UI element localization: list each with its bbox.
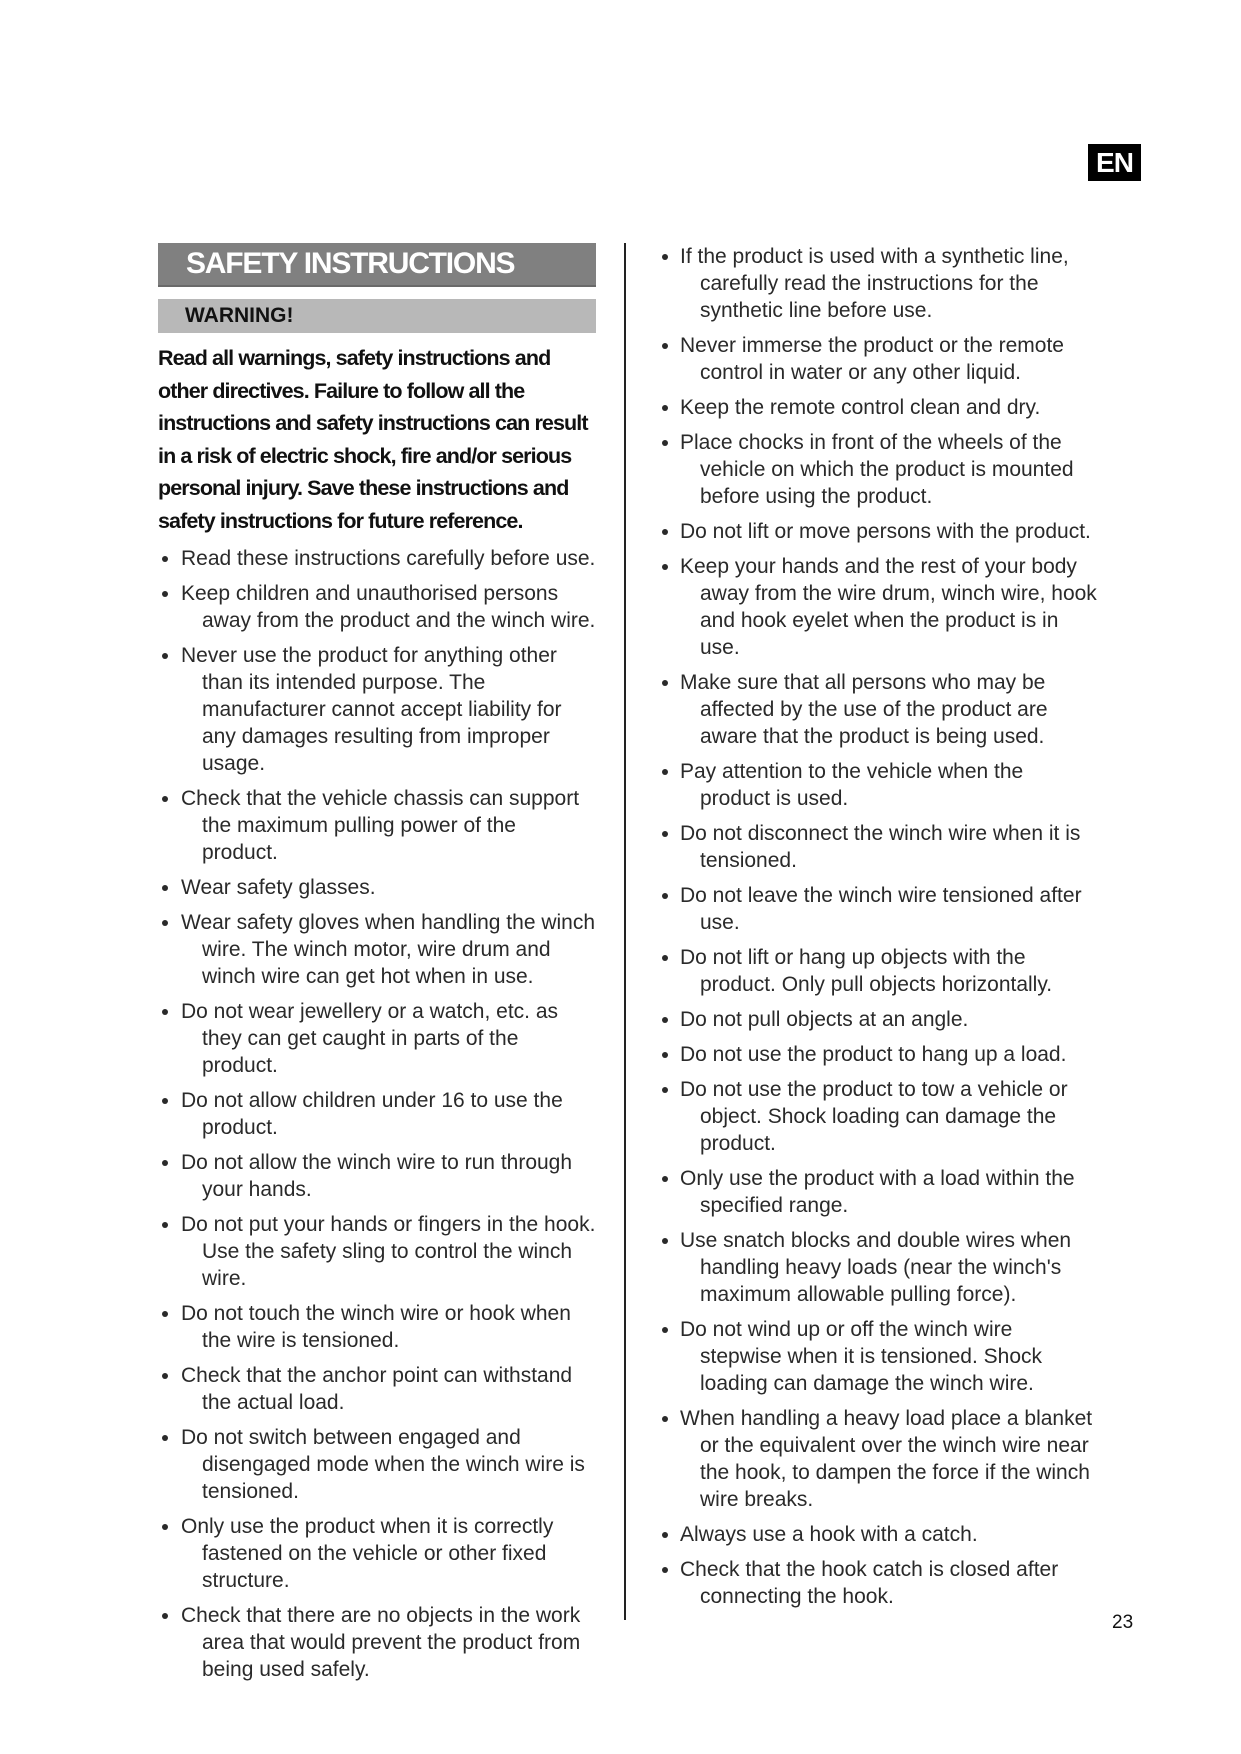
bullet-text: Wear safety gloves when handling the winch wire. The winch motor, wire drum and winch wire can get hot when in use. xyxy=(181,911,596,988)
bullet-item xyxy=(158,580,596,634)
bullet-text: Use snatch blocks and double wires when handling heavy loads (near the winch's maximum allowable pulling force). xyxy=(680,1229,1072,1306)
bullet-dot-icon xyxy=(162,885,168,891)
bullet-dot-icon xyxy=(662,1532,668,1538)
bullet-item xyxy=(658,1076,1098,1157)
bullet-dot-icon xyxy=(162,591,168,597)
bullet-text: Do not switch between engaged and disengaged mode when the winch wire is tensioned. xyxy=(181,1426,585,1503)
bullet-text: Do not use the product to tow a vehicle or object. Shock loading can damage the product. xyxy=(680,1078,1068,1155)
bullet-text: Do not wind up or off the winch wire stepwise when it is tensioned. Shock loading can damage the winch wire. xyxy=(680,1318,1043,1395)
bullet-text: Only use the product with a load within the specified range. xyxy=(680,1167,1075,1217)
section-title: SAFETY INSTRUCTIONS xyxy=(158,243,596,287)
bullet-dot-icon xyxy=(662,564,668,570)
bullet-item xyxy=(158,545,596,572)
bullet-dot-icon xyxy=(662,529,668,535)
bullet-text: Do not touch the winch wire or hook when the wire is tensioned. xyxy=(181,1302,571,1352)
bullet-dot-icon xyxy=(162,1098,168,1104)
bullet-text: Keep children and unauthorised persons away from the product and the winch wire. xyxy=(181,582,596,632)
bullet-item xyxy=(158,1362,596,1416)
bullet-item xyxy=(658,1041,1098,1068)
bullet-dot-icon xyxy=(662,1052,668,1058)
bullet-dot-icon xyxy=(162,1435,168,1441)
bullet-dot-icon xyxy=(662,1567,668,1573)
bullet-item xyxy=(658,243,1098,324)
bullet-dot-icon xyxy=(662,893,668,899)
bullet-dot-icon xyxy=(662,1416,668,1422)
bullet-dot-icon xyxy=(662,405,668,411)
bullet-dot-icon xyxy=(662,1176,668,1182)
bullet-text: Do not allow the winch wire to run through your hands. xyxy=(181,1151,573,1201)
bullet-dot-icon xyxy=(162,920,168,926)
bullet-item xyxy=(658,1521,1098,1548)
bullet-text: Do not leave the winch wire tensioned after use. xyxy=(680,884,1082,934)
bullet-text: Read these instructions carefully before use. xyxy=(181,547,596,570)
bullet-dot-icon xyxy=(662,254,668,260)
bullet-item xyxy=(658,429,1098,510)
bullet-text: Make sure that all persons who may be affected by the use of the product are aware that the product is being used. xyxy=(680,671,1048,748)
bullet-text: Do not disconnect the winch wire when it is tensioned. xyxy=(680,822,1081,872)
bullet-dot-icon xyxy=(162,1009,168,1015)
bullet-dot-icon xyxy=(162,1311,168,1317)
bullet-item xyxy=(658,820,1098,874)
language-badge: EN xyxy=(1088,144,1141,181)
bullet-text: Do not use the product to hang up a load. xyxy=(680,1043,1067,1066)
bullet-item xyxy=(658,394,1098,421)
bullet-text: If the product is used with a synthetic line, carefully read the instructions for the synthetic line before use. xyxy=(680,245,1069,322)
bullet-text: Never immerse the product or the remote control in water or any other liquid. xyxy=(680,334,1064,384)
bullet-dot-icon xyxy=(662,1238,668,1244)
bullet-item xyxy=(158,874,596,901)
bullet-dot-icon xyxy=(662,680,668,686)
bullet-item xyxy=(158,785,596,866)
bullet-text: Do not wear jewellery or a watch, etc. as they can get caught in parts of the product. xyxy=(181,1000,558,1077)
bullet-text: Keep your hands and the rest of your body away from the wire drum, winch wire, hook and hook eyelet when the product is in use. xyxy=(680,555,1097,659)
bullet-text: Check that the vehicle chassis can support the maximum pulling power of the product. xyxy=(181,787,580,864)
bullet-text: Check that there are no objects in the work area that would prevent the product from being used safely. xyxy=(181,1604,581,1681)
bullet-dot-icon xyxy=(162,1222,168,1228)
bullet-dot-icon xyxy=(162,1524,168,1530)
right-column xyxy=(658,243,1098,1618)
bullet-item xyxy=(658,1316,1098,1397)
bullet-text: Check that the hook catch is closed after connecting the hook. xyxy=(680,1558,1059,1608)
bullet-item xyxy=(158,998,596,1079)
bullet-dot-icon xyxy=(662,769,668,775)
bullet-item xyxy=(158,1602,596,1683)
bullet-item xyxy=(658,758,1098,812)
bullet-dot-icon xyxy=(162,1613,168,1619)
bullet-text: Always use a hook with a catch. xyxy=(680,1523,978,1546)
bullet-dot-icon xyxy=(162,653,168,659)
bullet-text: Do not put your hands or fingers in the hook. Use the safety sling to control the winch wire. xyxy=(181,1213,596,1290)
bullet-item xyxy=(658,1227,1098,1308)
bullet-item xyxy=(658,1006,1098,1033)
bullet-item xyxy=(158,1149,596,1203)
bullet-item xyxy=(658,1556,1098,1610)
bullet-item xyxy=(658,944,1098,998)
bullet-item xyxy=(158,642,596,777)
bullet-item xyxy=(658,553,1098,661)
bullet-text: Place chocks in front of the wheels of the vehicle on which the product is mounted before using the product. xyxy=(680,431,1074,508)
bullet-dot-icon xyxy=(162,1373,168,1379)
bullet-text: Keep the remote control clean and dry. xyxy=(680,396,1041,419)
bullet-dot-icon xyxy=(662,1327,668,1333)
bullet-item xyxy=(158,1424,596,1505)
page-number: 23 xyxy=(1112,1612,1134,1633)
bullet-dot-icon xyxy=(162,1160,168,1166)
bullet-item xyxy=(658,1165,1098,1219)
bullet-item xyxy=(658,1405,1098,1513)
left-bullet-list xyxy=(158,545,596,1683)
bullet-text: Do not lift or hang up objects with the product. Only pull objects horizontally. xyxy=(680,946,1053,996)
bullet-text: Wear safety glasses. xyxy=(181,876,376,899)
bullet-dot-icon xyxy=(662,1087,668,1093)
bullet-text: Only use the product when it is correctly fastened on the vehicle or other fixed structure. xyxy=(181,1515,554,1592)
bullet-item xyxy=(658,332,1098,386)
bullet-dot-icon xyxy=(662,1017,668,1023)
bullet-text: Check that the anchor point can withstand the actual load. xyxy=(181,1364,573,1414)
bullet-item xyxy=(158,1087,596,1141)
warning-intro: Read all warnings, safety instructions and other directives. Failure to follow all the instructions and safety instructions can result in a risk of electric shock, fire and/or serious personal injury. Save these instructions and safety instructions for future reference. xyxy=(158,346,588,533)
bullet-item xyxy=(658,669,1098,750)
bullet-dot-icon xyxy=(662,831,668,837)
bullet-item xyxy=(658,518,1098,545)
bullet-text: Do not pull objects at an angle. xyxy=(680,1008,969,1031)
bullet-item xyxy=(158,1211,596,1292)
left-column xyxy=(158,243,596,1691)
bullet-text: Never use the product for anything other than its intended purpose. The manufacturer cannot accept liability for any damages resulting from improper usage. xyxy=(181,644,562,775)
warning-label: WARNING! xyxy=(158,299,596,333)
bullet-text: Pay attention to the vehicle when the product is used. xyxy=(680,760,1024,810)
right-bullet-list xyxy=(658,243,1098,1610)
bullet-item xyxy=(658,882,1098,936)
bullet-dot-icon xyxy=(162,796,168,802)
bullet-dot-icon xyxy=(662,955,668,961)
bullet-item xyxy=(158,909,596,990)
bullet-item xyxy=(158,1300,596,1354)
bullet-text: Do not allow children under 16 to use the product. xyxy=(181,1089,563,1139)
bullet-dot-icon xyxy=(162,556,168,562)
bullet-item xyxy=(158,1513,596,1594)
bullet-text: When handling a heavy load place a blanket or the equivalent over the winch wire near the hook, to dampen the force if the winch wire breaks. xyxy=(680,1407,1093,1511)
column-divider xyxy=(624,243,626,1620)
bullet-dot-icon xyxy=(662,440,668,446)
bullet-dot-icon xyxy=(662,343,668,349)
bullet-text: Do not lift or move persons with the product. xyxy=(680,520,1091,543)
